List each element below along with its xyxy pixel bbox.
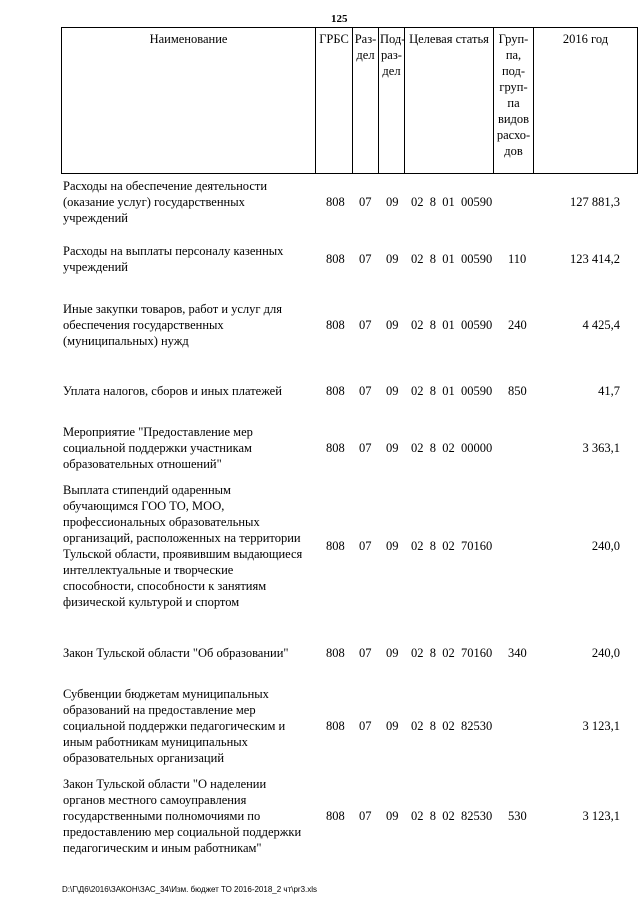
row-name: Закон Тульской области "О наделении органов местного самоуправления государственными полномочиями по предоставлению мер социальной поддержки педагогическим и иным работникам" bbox=[63, 777, 302, 855]
table-row bbox=[0, 686, 640, 766]
row-podrazdel: 09 bbox=[386, 539, 399, 553]
row-grbs: 808 bbox=[326, 384, 345, 398]
row-name: Мероприятие "Предоставление мер социальной поддержки участникам образовательных отношений" bbox=[63, 425, 253, 471]
row-sum-2016: 127 881,3 bbox=[570, 195, 620, 209]
row-podrazdel: 09 bbox=[386, 318, 399, 332]
row-expense-group: 110 bbox=[508, 252, 527, 266]
row-razdel: 07 bbox=[359, 318, 372, 332]
table-header bbox=[61, 27, 638, 174]
table-row bbox=[0, 645, 640, 661]
row-target-article: 02 8 02 82530 bbox=[411, 719, 493, 733]
row-razdel: 07 bbox=[359, 252, 372, 266]
header-grbs: ГРБС bbox=[316, 28, 353, 174]
row-target-article: 02 8 01 00590 bbox=[411, 384, 493, 398]
row-sum-2016: 123 414,2 bbox=[570, 252, 620, 266]
row-razdel: 07 bbox=[359, 384, 372, 398]
row-podrazdel: 09 bbox=[386, 719, 399, 733]
row-podrazdel: 09 bbox=[386, 384, 399, 398]
table-row bbox=[0, 482, 640, 610]
row-sum-2016: 3 123,1 bbox=[582, 809, 620, 823]
row-grbs: 808 bbox=[326, 539, 345, 553]
header-razdel: Раз- дел bbox=[353, 28, 379, 174]
table-row bbox=[0, 178, 640, 226]
row-expense-group: 530 bbox=[508, 809, 527, 823]
row-podrazdel: 09 bbox=[386, 809, 399, 823]
row-grbs: 808 bbox=[326, 252, 345, 266]
footer-file-path: D:\Г\Д6\2016\ЗАКОН\ЗАС_34\Изм. бюджет ТО 2016-2018_2 чт\pr3.xls bbox=[62, 885, 318, 894]
row-podrazdel: 09 bbox=[386, 252, 399, 266]
row-name: Уплата налогов, сборов и иных платежей bbox=[63, 384, 282, 398]
row-razdel: 07 bbox=[359, 539, 372, 553]
row-target-article: 02 8 02 70160 bbox=[411, 539, 493, 553]
page-number: 125 bbox=[331, 13, 348, 25]
row-name: Расходы на обеспечение деятельности (оказание услуг) государственных учреждений bbox=[63, 179, 268, 225]
row-name: Расходы на выплаты персоналу казенных учреждений bbox=[63, 244, 284, 274]
table-row bbox=[0, 424, 640, 472]
row-grbs: 808 bbox=[326, 318, 345, 332]
row-target-article: 02 8 02 82530 bbox=[411, 809, 493, 823]
header-year-2016: 2016 год bbox=[534, 28, 638, 174]
row-grbs: 808 bbox=[326, 195, 345, 209]
row-target-article: 02 8 01 00590 bbox=[411, 318, 493, 332]
row-sum-2016: 3 363,1 bbox=[582, 441, 620, 455]
row-expense-group: 340 bbox=[508, 646, 527, 660]
row-target-article: 02 8 02 70160 bbox=[411, 646, 493, 660]
row-name: Иные закупки товаров, работ и услуг для обеспечения государственных (муниципальных) нужд bbox=[63, 302, 283, 348]
row-podrazdel: 09 bbox=[386, 646, 399, 660]
table-row bbox=[0, 243, 640, 275]
table-row bbox=[0, 383, 640, 399]
header-podrazdel: Под- раз- дел bbox=[379, 28, 405, 174]
row-target-article: 02 8 02 00000 bbox=[411, 441, 493, 455]
row-name: Закон Тульской области "Об образовании" bbox=[63, 646, 289, 660]
row-target-article: 02 8 01 00590 bbox=[411, 195, 493, 209]
row-name: Выплата стипендий одаренным обучающимся ГОО ТО, МОО, профессиональных образовательных организаций, расположенных на территории Тульской области, проявившим выдающиеся интеллектуальные и творческие способности, способности к занятиям физической культурой и спортом bbox=[63, 483, 303, 609]
row-razdel: 07 bbox=[359, 195, 372, 209]
row-grbs: 808 bbox=[326, 809, 345, 823]
row-razdel: 07 bbox=[359, 719, 372, 733]
row-expense-group: 850 bbox=[508, 384, 527, 398]
row-expense-group: 240 bbox=[508, 318, 527, 332]
table-row bbox=[0, 301, 640, 349]
row-grbs: 808 bbox=[326, 719, 345, 733]
row-grbs: 808 bbox=[326, 441, 345, 455]
row-sum-2016: 41,7 bbox=[598, 384, 620, 398]
row-sum-2016: 240,0 bbox=[591, 539, 620, 553]
row-razdel: 07 bbox=[359, 809, 372, 823]
row-sum-2016: 3 123,1 bbox=[582, 719, 620, 733]
row-razdel: 07 bbox=[359, 646, 372, 660]
row-sum-2016: 240,0 bbox=[591, 646, 620, 660]
table-row bbox=[0, 776, 640, 856]
header-target-article: Целевая статья bbox=[405, 28, 494, 174]
row-target-article: 02 8 01 00590 bbox=[411, 252, 493, 266]
row-name: Субвенции бюджетам муниципальных образований на предоставление мер социальной поддержки педагогическим и иным работникам муниципальных образовательных организаций bbox=[63, 687, 286, 765]
row-grbs: 808 bbox=[326, 646, 345, 660]
row-podrazdel: 09 bbox=[386, 441, 399, 455]
row-podrazdel: 09 bbox=[386, 195, 399, 209]
row-sum-2016: 4 425,4 bbox=[582, 318, 620, 332]
row-razdel: 07 bbox=[359, 441, 372, 455]
header-name: Наименование bbox=[62, 28, 316, 174]
header-expense-group: Груп- па, под- груп- па видов расхо- дов bbox=[494, 28, 534, 174]
